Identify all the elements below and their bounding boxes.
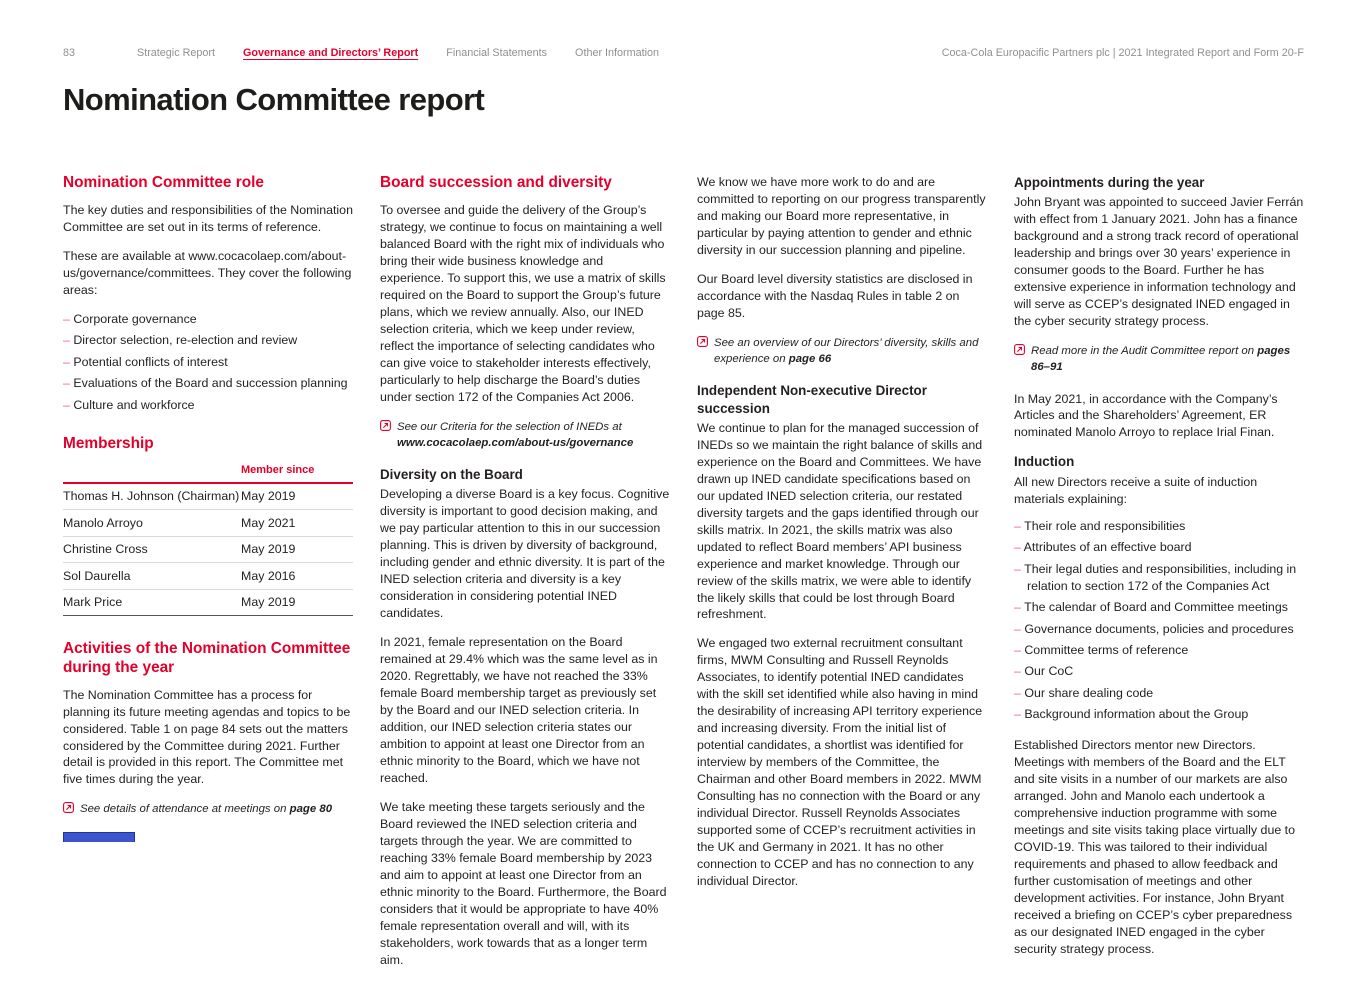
paragraph: John Bryant was appointed to succeed Javier Ferrán with effect from 1 January 2021. John has a finance background and a strong track record of operational leadership and brings over 30 years’ experience in consumer goods to the Board. Further he has extensive experience in information technology and will serve as CCEP’s designated INED engaged in the cyber security strategy process. bbox=[1014, 195, 1304, 329]
membership-table bbox=[63, 463, 353, 616]
ined-criteria-xref-link[interactable] bbox=[380, 419, 670, 451]
paragraph: Developing a diverse Board is a key focus. Cognitive diversity is important to good decision making, and we pay particular attention to this in our succession planning. This is driven by diversity of background, including gender and ethnic diversity. It is part of the INED selection criteria and diversity is a key consideration in considering potential INED candidates. bbox=[380, 487, 670, 621]
list-item: – Corporate governance bbox=[63, 311, 197, 326]
dash-bullet: – bbox=[1014, 642, 1021, 657]
subheading-induction: Induction bbox=[1014, 454, 1075, 470]
page-number: 83 bbox=[63, 47, 76, 59]
dash-bullet: – bbox=[1014, 600, 1021, 615]
xref-text: See our Criteria for the selection of INEDs at www.cocacolaep.com/about-us/governance bbox=[397, 420, 634, 449]
page-header bbox=[63, 47, 1304, 59]
dash-bullet: – bbox=[1014, 664, 1021, 679]
paragraph: In May 2021, in accordance with the Company’s Articles and the Shareholders’ Agreement, ER nominated Manolo Arroyo to replace Irial Finan. bbox=[1014, 391, 1278, 440]
column-4 bbox=[1014, 174, 1304, 981]
heading-nomination-committee-role: Nomination Committee role bbox=[63, 174, 264, 192]
list-item: – Committee terms of reference bbox=[1014, 642, 1189, 657]
list-item: – Their legal duties and responsibilities, including in relation to section 172 of the Companies Act bbox=[1014, 561, 1297, 593]
list-item: – Background information about the Group bbox=[1014, 707, 1249, 722]
paragraph: We know we have more work to do and are committed to reporting on our progress transparently and making our Board more representative, in particular by paying attention to gender and ethnic diversity in our succession planning and pipeline. bbox=[697, 175, 986, 258]
xref-text: See details of attendance at meetings on page 80 bbox=[80, 803, 333, 816]
paragraph: Established Directors mentor new Directors. Meetings with members of the Board and the ELT and site visits in a number of our markets are also arranged. John and Manolo each undertook a comprehensive induction programme with some meetings and site visits taking place virtually due to COVID-19. This was tailored to their individual requirements and phased to allow feedback and further customisation of meetings and other development activities. For instance, John Bryant received a briefing on CCEP’s cyber preparedness as our designated INED engaged in the cyber security strategy process. bbox=[1014, 738, 1295, 957]
dash-bullet: – bbox=[63, 397, 70, 412]
list-item: – Their role and responsibilities bbox=[1014, 518, 1186, 533]
table-row: Mark Price May 2019 bbox=[63, 590, 353, 616]
dash-bullet: – bbox=[1014, 707, 1021, 722]
cross-reference-icon bbox=[697, 336, 708, 367]
xref-text: Read more in the Audit Committee report on pages 86–91 bbox=[1031, 345, 1291, 374]
paragraph: To oversee and guide the delivery of the Group’s strategy, we continue to focus on maintaining a well balanced Board with the right mix of individuals who bring their wide business knowledge and experience. To support this, we use a matrix of skills required on the Board to support the Group’s future plans, which we review annually. Also, our INED selection criteria, which we keep under review, reflect the importance of selecting candidates who can give voice to stakeholder interests effectively, particularly to help discharge the Board’s duties under section 172 of the Companies Act 2006. bbox=[380, 202, 666, 404]
cross-reference-icon bbox=[380, 420, 391, 451]
table-header-row bbox=[63, 463, 353, 484]
report-brand-line: Coca-Cola Europacific Partners plc | 2021 Integrated Report and Form 20-F bbox=[941, 47, 1304, 59]
dash-bullet: – bbox=[1014, 540, 1021, 555]
subheading-diversity-on-board: Diversity on the Board bbox=[380, 467, 523, 483]
nav-governance-report[interactable]: Governance and Directors’ Report bbox=[243, 47, 419, 59]
attendance-xref-link[interactable] bbox=[63, 801, 353, 818]
dash-bullet: – bbox=[63, 333, 70, 348]
page-title: Nomination Committee report bbox=[63, 82, 485, 117]
paragraph: The key duties and responsibilities of the Nomination Committee are set out in its terms of reference. bbox=[63, 202, 353, 234]
subheading-ined-succession: Independent Non-executive Director succession bbox=[697, 383, 927, 416]
list-item: – Our CoC bbox=[1014, 664, 1074, 679]
table-row: Thomas H. Johnson (Chairman) May 2019 bbox=[63, 484, 353, 510]
list-item: – Our share dealing code bbox=[1014, 685, 1154, 700]
paragraph: Our Board level diversity statistics are disclosed in accordance with the Nasdaq Rules in table 2 on page 85. bbox=[697, 272, 973, 320]
table-row: Christine Cross May 2019 bbox=[63, 537, 353, 563]
dash-bullet: – bbox=[63, 354, 70, 369]
table-row: Sol Daurella May 2016 bbox=[63, 563, 353, 589]
heading-activities: Activities of the Nomination Committee during the year bbox=[63, 639, 351, 676]
paragraph: In 2021, female representation on the Board remained at 29.4% which was the same level as in 2020. Regrettably, we have not reached the 33% female Board membership target as previously set by the Board and our INED selection criteria. In addition, our INED selection criteria states our ambition to appoint at least one Director from an ethnic minority to the Board, which we have not reached. bbox=[380, 635, 658, 785]
heading-board-succession: Board succession and diversity bbox=[380, 174, 612, 192]
column-2 bbox=[380, 174, 670, 981]
column-3 bbox=[697, 174, 987, 981]
paragraph: We engaged two external recruitment consultant firms, MWM Consulting and Russell Reynolds Associates, to identify potential INED candidates with the skill set identified while also having in mind the desirability of increasing API territory experience and increasing diversity. From the initial list of potential candidates, a shortlist was identified for interview by members of the Committee, the Chairman and other Board members in 2022. MWM Consulting has no connection with the Board or any individual Director. Russell Reynolds Associates supported some of CCEP’s recruitment activities in the UK and Germany in 2021. It has no other connection to CCEP and has no connection to any individual Director. bbox=[697, 636, 983, 889]
directors-diversity-xref-link[interactable] bbox=[697, 335, 987, 367]
column-1 bbox=[63, 174, 353, 981]
paragraph: All new Directors receive a suite of induction materials explaining: bbox=[1014, 474, 1258, 506]
list-item: – Attributes of an effective board bbox=[1014, 540, 1192, 555]
dash-bullet: – bbox=[63, 311, 70, 326]
xref-text: See an overview of our Directors’ diversity, skills and experience on page 66 bbox=[714, 336, 979, 366]
columns bbox=[63, 174, 1304, 981]
dash-bullet: – bbox=[63, 376, 70, 391]
list-item: – Director selection, re-election and review bbox=[63, 333, 298, 348]
cross-reference-icon bbox=[63, 802, 74, 818]
nav-other-information[interactable]: Other Information bbox=[575, 47, 660, 59]
section-nav bbox=[137, 47, 659, 59]
dash-bullet: – bbox=[1014, 518, 1021, 533]
induction-materials-list bbox=[1014, 518, 1304, 724]
list-item: – The calendar of Board and Committee meetings bbox=[1014, 600, 1288, 615]
member-since-header: Member since bbox=[241, 463, 315, 476]
heading-membership: Membership bbox=[63, 434, 154, 452]
dash-bullet: – bbox=[1014, 621, 1021, 636]
dash-bullet: – bbox=[1014, 561, 1021, 576]
loading-indicator bbox=[63, 832, 135, 842]
dash-bullet: – bbox=[1014, 685, 1021, 700]
nav-strategic-report[interactable]: Strategic Report bbox=[137, 47, 216, 59]
list-item: – Potential conflicts of interest bbox=[63, 354, 228, 369]
subheading-appointments: Appointments during the year bbox=[1014, 175, 1205, 191]
nav-financial-statements[interactable]: Financial Statements bbox=[446, 47, 548, 59]
table-row: Manolo Arroyo May 2021 bbox=[63, 510, 353, 536]
paragraph: We continue to plan for the managed succession of INEDs so we maintain the right balance of skills and experience on the Board and Committees. We have drawn up INED candidate specifications based on our updated INED selection criteria, our restated diversity targets and the gaps identified through our skills matrix. In 2021, the skills matrix was also updated to reflect Board members’ API business experience and market knowledge. Through our review of the skills matrix, we were able to identify the likely skills that could be lost through Board refreshment. bbox=[697, 420, 983, 622]
list-item: – Culture and workforce bbox=[63, 397, 195, 412]
paragraph: The Nomination Committee has a process for planning its future meeting agendas and topics to be considered. Table 1 on page 84 sets out the matters considered by the Committee during 2021. Further detail is provided in this report. The Committee met five times during the year. bbox=[63, 687, 351, 787]
role-areas-list bbox=[63, 311, 353, 414]
paragraph: These are available at www.cocacolaep.com/about-us/governance/committees. They cover the following areas: bbox=[63, 248, 352, 297]
list-item: – Evaluations of the Board and succession planning bbox=[63, 376, 348, 391]
list-item: – Governance documents, policies and procedures bbox=[1014, 621, 1294, 636]
paragraph: We take meeting these targets seriously and the Board reviewed the INED selection criteria and targets through the year. We are committed to reaching 33% female Board membership by 2023 and aim to appoint at least one Director from an ethnic minority to the Board. Furthermore, the Board considers that it would be appropriate to have 40% female representation overall and will, with its stakeholders, work towards that as a longer term aim. bbox=[380, 799, 667, 967]
audit-committee-xref-link[interactable] bbox=[1014, 343, 1304, 375]
cross-reference-icon bbox=[1014, 344, 1025, 375]
